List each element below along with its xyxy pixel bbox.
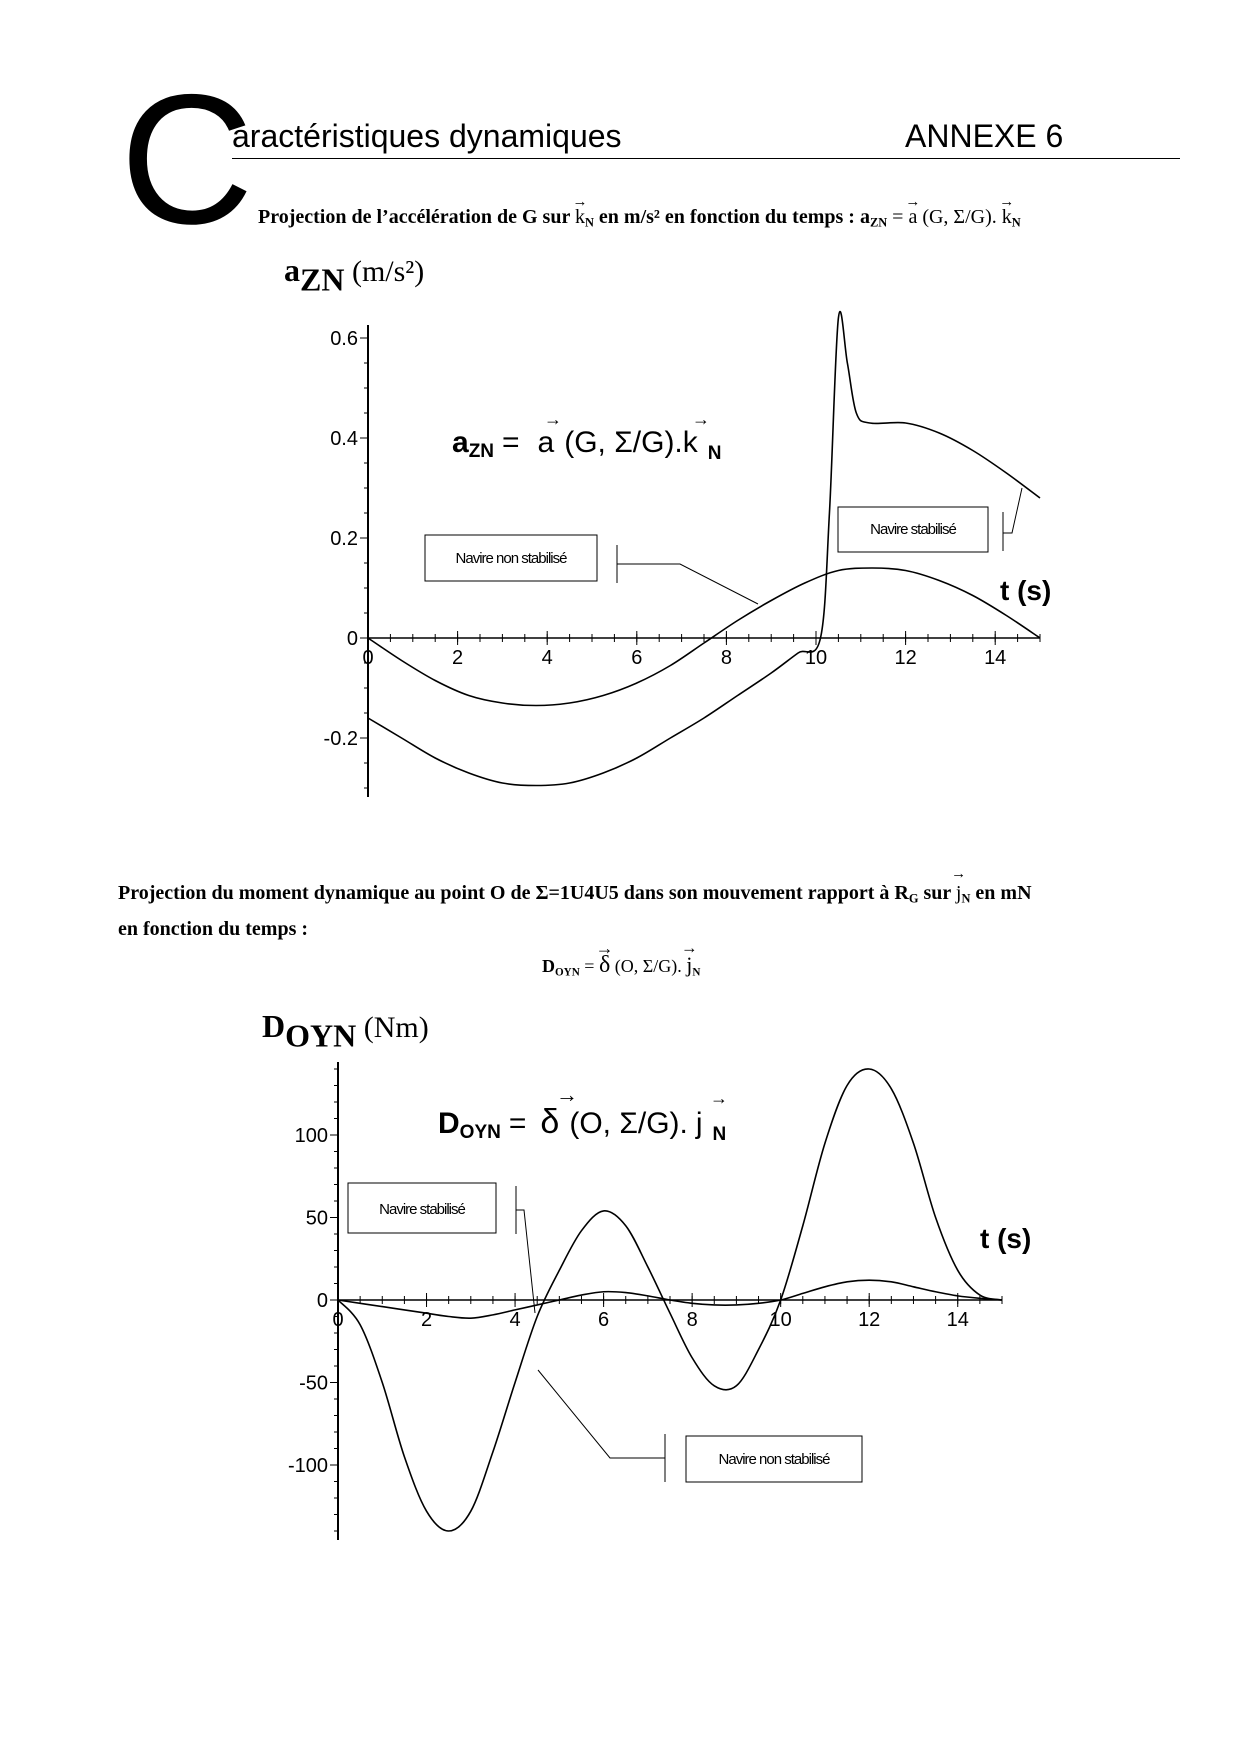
chart2-x-tick-label: 8 — [686, 1309, 698, 1331]
chart1-axes — [324, 325, 1040, 797]
caption-vector-k: → k — [575, 206, 585, 229]
chart1-y-tick-label: 0.2 — [330, 528, 358, 550]
chart2-legend-text-non-stabilise: Navire non stabilisé — [718, 1451, 830, 1468]
page-title: aractéristiques dynamiques — [232, 118, 622, 154]
chart2-y-tick-label: -50 — [299, 1372, 328, 1395]
chart1-curves — [368, 312, 1040, 786]
chart2-x-tick-label: 12 — [858, 1309, 881, 1331]
chart2-ylabel-main: D — [262, 1008, 286, 1044]
caption-k2-sub: N — [1011, 215, 1021, 230]
chart2-y-tick-label: 100 — [294, 1125, 328, 1147]
chart1-x-tick-label: 12 — [894, 647, 917, 669]
chart2-formula-jsub: N — [712, 1124, 727, 1145]
chart1-x-tick-label: 6 — [631, 647, 643, 669]
chart1-formula-eq: = — [502, 426, 520, 459]
chart2-x-tick-label: 6 — [598, 1309, 610, 1331]
chart1-legend-text-stabilise: Navire stabilisé — [870, 521, 956, 538]
chart1-y-tick-label: -0.2 — [323, 728, 358, 750]
paragraph-vector-j: → j — [956, 878, 962, 908]
chart2-formula-arrow-delta: → — [556, 1082, 578, 1107]
chart2-x-tick-label: 4 — [509, 1309, 521, 1331]
chart2-y-tick-label: 50 — [305, 1207, 328, 1230]
chart1-x-tick-label: 0 — [362, 647, 374, 669]
chart1-y-tick-label: 0.4 — [330, 428, 358, 450]
chart2-y-tick-label: -100 — [287, 1455, 328, 1477]
chart1-formula-a: a — [537, 426, 555, 459]
eq2-lhs-sub: OYN — [555, 966, 580, 979]
chart1-formula-arrow-a: → — [544, 409, 562, 429]
chart2-y-tick-label: 0 — [316, 1290, 328, 1312]
chart2-x-tick-label: 14 — [946, 1309, 969, 1331]
caption-lhs-sub: ZN — [869, 215, 888, 230]
caption-lhs: a — [859, 206, 870, 228]
paragraph-vector-sub: N — [961, 891, 971, 906]
chart1-x-tick-label: 14 — [984, 647, 1007, 669]
chart2-x-tick-label: 0 — [332, 1309, 344, 1331]
chart2-formula-j: j — [695, 1107, 703, 1140]
chart1-xlabel: t (s) — [1000, 575, 1052, 606]
chart1-x-tick-label: 10 — [804, 647, 828, 669]
chart2-ylabel-sub: OYN — [285, 1017, 357, 1054]
eq2-delta: → δ — [599, 952, 610, 979]
chart2-xlabel: t (s) — [980, 1223, 1032, 1254]
chart1-x-tick-label: 8 — [720, 647, 732, 669]
chart1-formula-args: (G, Σ/G). — [564, 426, 683, 459]
chart1-legend-text-non-stabilise: Navire non stabilisé — [455, 550, 567, 567]
eq2-j: → j — [686, 952, 692, 978]
eq2-lhs: D — [542, 956, 555, 976]
paragraph-line1-c: en mN — [975, 882, 1032, 904]
chart1-formula-lhs: a — [452, 426, 469, 459]
chart1-series-2 — [368, 312, 1040, 786]
chart2-formula-arrow-j: → — [710, 1088, 728, 1108]
chart1-ylabel-main: a — [284, 252, 300, 288]
caption-vector-a: → a — [908, 206, 917, 229]
eq2-sign: = — [584, 956, 595, 976]
paragraph-line1-b: sur — [923, 882, 951, 904]
chart1-formula-lhs-sub: ZN — [468, 441, 495, 462]
chart1-y-tick-label: 0 — [346, 628, 358, 650]
paragraph-line1: Projection du moment dynamique au point O de Σ=1U4U5 dans son mouvement rapport à R — [118, 882, 909, 904]
caption-vector-sub: N — [584, 215, 594, 230]
chart1-leader-stabilise — [1003, 488, 1022, 551]
paragraph-moment — [118, 878, 1188, 944]
chart2-formula-eq: = — [508, 1107, 527, 1140]
chart1-inner-formula — [452, 426, 722, 464]
chart1-x-tick-label: 4 — [541, 647, 553, 669]
eq2-jsub: N — [692, 966, 701, 979]
chart2-legend-text-stabilise: Navire stabilisé — [379, 1201, 465, 1218]
chart2-formula-lhs-sub: OYN — [459, 1122, 501, 1143]
paragraph-sub-g: G — [908, 891, 919, 906]
chart2-ylabel — [262, 1008, 429, 1055]
chart1-ylabel-sub: ZN — [300, 261, 345, 298]
chart2-formula-lhs: D — [438, 1107, 460, 1140]
caption-vector-k2: → k — [1002, 206, 1012, 229]
chart1-formula-k: k — [682, 426, 698, 459]
caption-prefix: Projection de l’accélération de G sur — [258, 206, 570, 228]
chart1-x-tick-label: 2 — [452, 647, 464, 669]
chart1-leader-non-stabilise — [617, 545, 758, 604]
chart2-formula-delta: δ — [540, 1103, 560, 1141]
equation-moment — [542, 952, 700, 979]
title-initial: C — [120, 57, 254, 263]
chart2-formula-args: (O, Σ/G). — [569, 1107, 688, 1140]
chart1-y-tick-label: 0.6 — [330, 328, 358, 350]
chart2-x-tick-label: 10 — [769, 1309, 792, 1331]
annexe-label: ANNEXE 6 — [905, 118, 1064, 154]
caption-middle: en m/s² en fonction du temps : — [598, 206, 855, 228]
chart1-formula-ksub: N — [707, 443, 722, 464]
chart2-ylabel-unit: (Nm) — [363, 1011, 429, 1044]
chart1-ylabel-unit: (m/s²) — [351, 255, 425, 288]
eq2-args: (O, Σ/G). — [614, 956, 682, 976]
chart2-x-tick-label: 2 — [420, 1309, 433, 1331]
caption-eq: = — [892, 206, 904, 228]
caption-args: (G, Σ/G). — [922, 206, 997, 228]
paragraph-line2: en fonction du temps : — [118, 917, 309, 940]
chart1-formula-arrow-k: → — [692, 409, 710, 429]
